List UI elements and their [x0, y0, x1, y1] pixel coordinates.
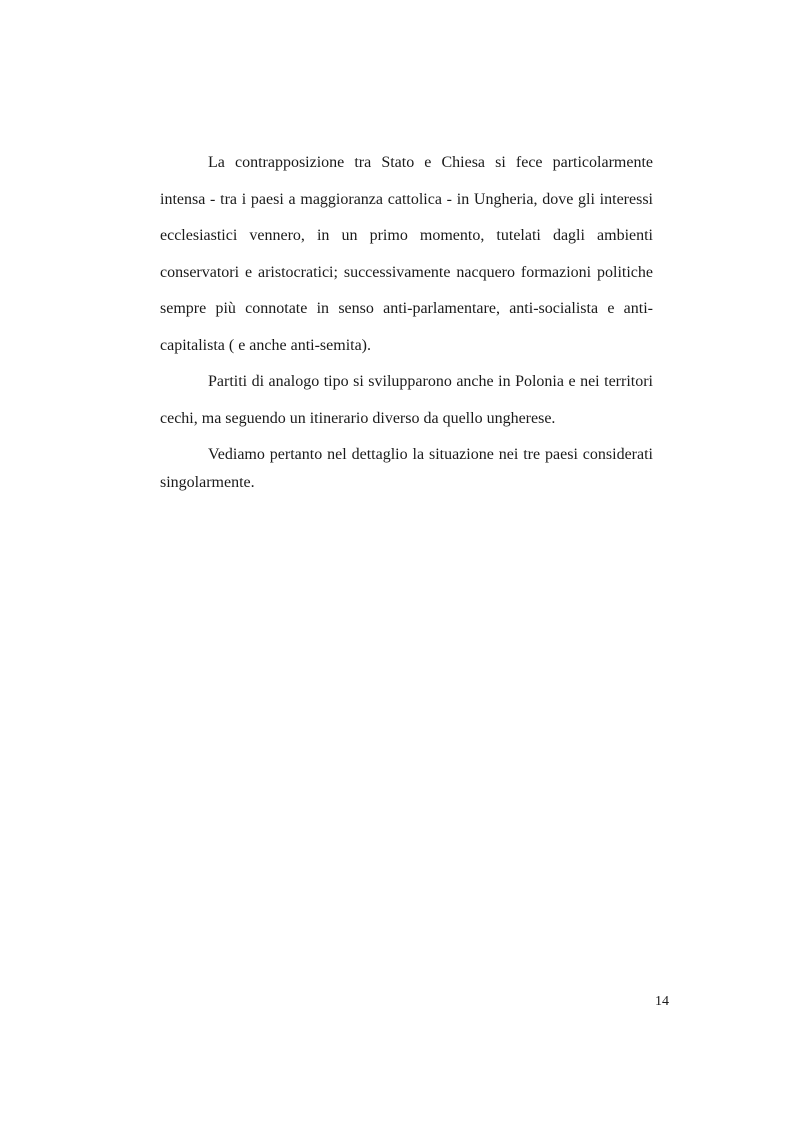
- paragraph-3: Vediamo pertanto nel dettaglio la situazione nei tre paesi considerati singolarmente.: [160, 446, 653, 491]
- document-body: [160, 145, 653, 497]
- paragraph-2: Partiti di analogo tipo si svilupparono anche in Polonia e nei territori cechi, ma seguendo un itinerario diverso da quello ungherese.: [160, 373, 653, 427]
- paragraph-1: La contrapposizione tra Stato e Chiesa si fece particolarmente intensa - tra i paesi a maggioranza cattolica - in Ungheria, dove gli interessi ecclesiastici vennero, in un primo momento, tutelati dagli ambienti conservatori e aristocratici; successivamente nacquero formazioni politiche sempre più connotate in senso anti-parlamentare, anti-socialista e anti-capitalista ( e anche anti-semita).: [160, 154, 653, 354]
- page-number: 14: [655, 994, 669, 1009]
